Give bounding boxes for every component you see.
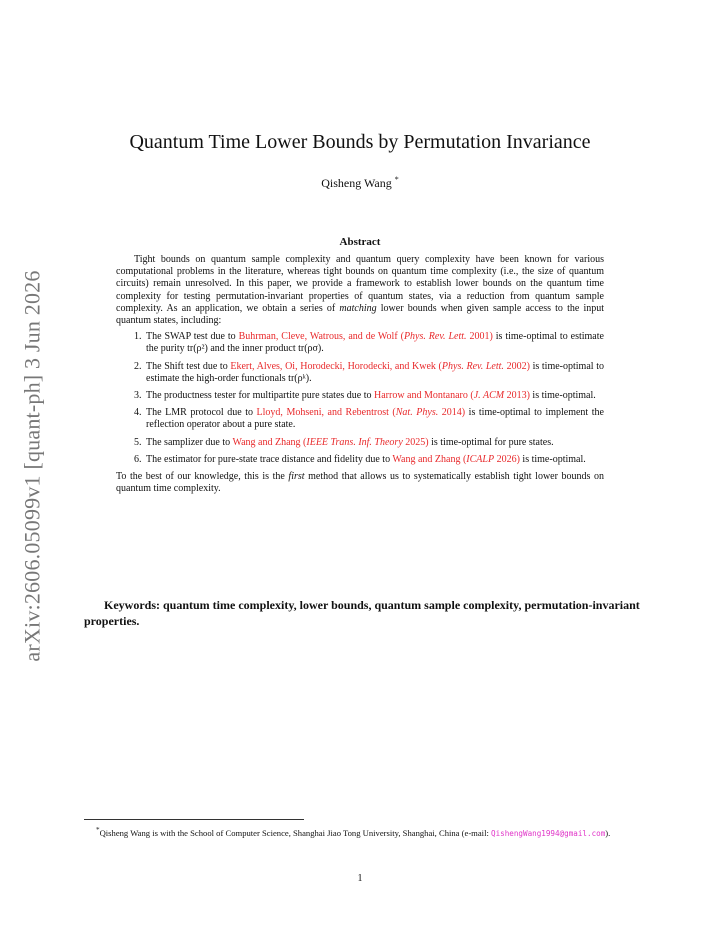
abstract-body [116, 254, 604, 495]
item-text: The samplizer due to [146, 436, 233, 448]
author-line [60, 175, 660, 191]
item-text: The productness tester for multipartite pure states due to [146, 390, 374, 402]
item-text: is time-optimal. [519, 453, 586, 465]
author-footnote [84, 824, 640, 840]
item-text: is time-optimal to estimate the high-order functionals tr(ρᵏ). [146, 360, 604, 384]
author-name: Qisheng Wang [321, 176, 392, 190]
item-text: is time-optimal. [529, 390, 596, 402]
item-text: The Shift test due to [146, 360, 231, 372]
citation-link[interactable]: Wang and Zhang (IEEE Trans. Inf. Theory 2025) [232, 436, 429, 448]
footnote-text: Qisheng Wang is with the School of Computer Science, Shanghai Jiao Tong University, Shanghai, China (e-mail: [99, 827, 491, 838]
paper-title: Quantum Time Lower Bounds by Permutation Invariance [129, 131, 591, 153]
abstract-intro-text: Tight bounds on quantum sample complexity and quantum query complexity have been known for various computational problems in the literature, whereas tight bounds on quantum time complexity (i.e., the size of quantum circuits) remain unresolved. In this paper, we provide a framework to establish lower bounds on the quantum time complexity for testing permutation-invariant properties of quantum states, via a reduction from quantum sample complexity. As an application, we obtain a series of [116, 254, 604, 314]
arxiv-identifier-stamp [18, 256, 48, 676]
email-link[interactable]: QishengWang1994@gmail.com [491, 828, 606, 838]
footnote-divider [84, 819, 304, 820]
abstract-closing-paragraph [116, 471, 604, 495]
footnote-end: ). [605, 827, 611, 838]
results-list-item [144, 361, 604, 385]
item-text: The estimator for pure-state trace distance and fidelity due to [146, 453, 393, 465]
closing-emphasis: first [288, 471, 305, 483]
citation-link[interactable]: Lloyd, Mohseni, and Rebentrost (Nat. Phys. 2014) [256, 407, 466, 419]
item-text: is time-optimal for pure states. [428, 436, 554, 448]
author-footnote-mark[interactable]: * [394, 175, 399, 184]
results-list-item [144, 331, 604, 355]
citation-link[interactable]: Harrow and Montanaro (J. ACM 2013) [374, 390, 530, 402]
results-list-item [144, 454, 604, 466]
item-text: The SWAP test due to [146, 331, 239, 343]
results-list-item [144, 437, 604, 449]
citation-link[interactable]: Ekert, Alves, Oi, Horodecki, Horodecki, and Kwek (Phys. Rev. Lett. 2002) [230, 360, 530, 372]
keywords: Keywords: quantum time complexity, lower bounds, quantum sample complexity, permutation-invariant properties. [84, 598, 640, 628]
results-list-item [144, 407, 604, 431]
footnote-mark: * [96, 826, 100, 834]
page-number: 1 [357, 873, 363, 884]
arxiv-identifier-text: arXiv:2606.05099v1 [quant-ph] 3 Jun 2026 [20, 270, 45, 662]
closing-text: To the best of our knowledge, this is the [116, 471, 289, 483]
results-list [116, 331, 604, 466]
item-text: is time-optimal to estimate the purity tr(ρ²) and the inner product tr(ρσ). [146, 331, 604, 355]
abstract-intro-text-end: lower bounds when given sample access to the input quantum states, including: [116, 302, 605, 327]
abstract-emphasis: matching [339, 302, 377, 314]
item-text: The LMR protocol due to [146, 407, 257, 419]
abstract-heading: Abstract [339, 236, 381, 248]
citation-link[interactable]: Wang and Zhang (ICALP 2026) [392, 453, 520, 465]
abstract-intro-paragraph [116, 254, 604, 327]
citation-link[interactable]: Buhrman, Cleve, Watrous, and de Wolf (Phys. Rev. Lett. 2001) [238, 331, 493, 343]
item-text: is time-optimal to implement the reflection operator about a pure state. [146, 407, 604, 431]
closing-text-end: method that allows us to systematically establish tight lower bounds on quantum time complexity. [116, 471, 605, 495]
results-list-item [144, 390, 604, 402]
